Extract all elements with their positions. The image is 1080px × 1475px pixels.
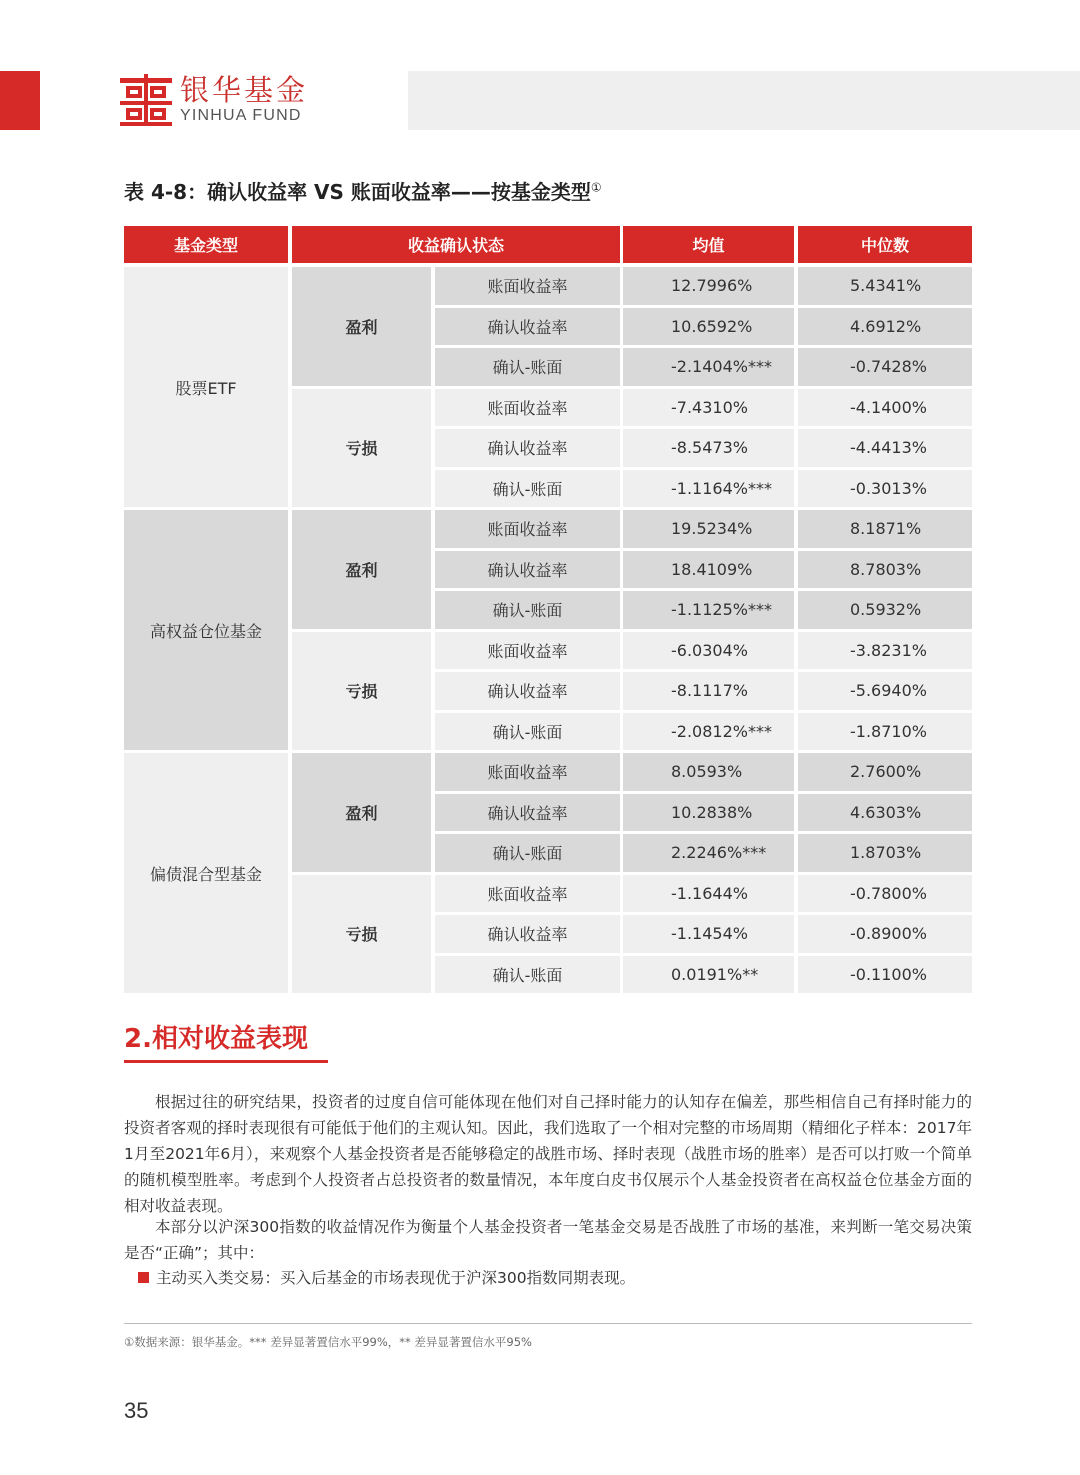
metric-cell: 账面收益率 bbox=[435, 753, 620, 791]
mean-cell: 19.5234% bbox=[623, 510, 794, 548]
metric-cell: 账面收益率 bbox=[435, 389, 620, 427]
median-cell: 4.6912% bbox=[798, 308, 972, 346]
table-title-text: 表 4-8：确认收益率 VS 账面收益率——按基金类型 bbox=[124, 180, 591, 204]
body-paragraph-2: 本部分以沪深300指数的收益情况作为衡量个人基金投资者一笔基金交易是否战胜了市场的基准，来判断一笔交易决策是否“正确”；其中： bbox=[124, 1218, 972, 1262]
fund-type-cell: 偏债混合型基金 bbox=[124, 753, 288, 993]
metric-cell: 确认-账面 bbox=[435, 713, 620, 751]
metric-cell: 账面收益率 bbox=[435, 267, 620, 305]
metric-cell: 确认收益率 bbox=[435, 794, 620, 832]
header-mean: 均值 bbox=[623, 226, 794, 263]
fund-type-cell: 高权益仓位基金 bbox=[124, 510, 288, 750]
mean-cell: -1.1125%*** bbox=[623, 591, 794, 629]
brand-logo bbox=[120, 74, 308, 126]
header-red-block bbox=[0, 71, 40, 130]
yinhua-logo-icon bbox=[120, 74, 172, 126]
median-cell: 0.5932% bbox=[798, 591, 972, 629]
mean-cell: -1.1164%*** bbox=[623, 470, 794, 508]
mean-cell: -8.1117% bbox=[623, 672, 794, 710]
table-title bbox=[124, 176, 602, 205]
median-cell: -5.6940% bbox=[798, 672, 972, 710]
metric-cell: 确认-账面 bbox=[435, 834, 620, 872]
median-cell: -0.8900% bbox=[798, 915, 972, 953]
mean-cell: 0.0191%** bbox=[623, 956, 794, 994]
metric-cell: 确认收益率 bbox=[435, 915, 620, 953]
status-cell: 亏损 bbox=[292, 875, 431, 994]
mean-cell: 10.2838% bbox=[623, 794, 794, 832]
median-cell: -0.3013% bbox=[798, 470, 972, 508]
mean-cell: -1.1644% bbox=[623, 875, 794, 913]
median-cell: -4.4413% bbox=[798, 429, 972, 467]
median-cell: -4.1400% bbox=[798, 389, 972, 427]
page-number: 35 bbox=[124, 1398, 149, 1423]
median-cell: 4.6303% bbox=[798, 794, 972, 832]
metric-cell: 确认收益率 bbox=[435, 551, 620, 589]
status-cell: 亏损 bbox=[292, 389, 431, 508]
median-cell: -0.7428% bbox=[798, 348, 972, 386]
logo-english-name: YINHUA FUND bbox=[180, 107, 302, 124]
mean-cell: -2.0812%*** bbox=[623, 713, 794, 751]
metric-cell: 确认-账面 bbox=[435, 348, 620, 386]
metric-cell: 账面收益率 bbox=[435, 875, 620, 913]
bullet-item bbox=[138, 1266, 635, 1288]
metric-cell: 确认收益率 bbox=[435, 308, 620, 346]
metric-cell: 账面收益率 bbox=[435, 510, 620, 548]
footnote-divider bbox=[124, 1323, 972, 1324]
median-cell: 1.8703% bbox=[798, 834, 972, 872]
bullet-text: 主动买入类交易：买入后基金的市场表现优于沪深300指数同期表现。 bbox=[156, 1269, 636, 1287]
mean-cell: -1.1454% bbox=[623, 915, 794, 953]
body-paragraph-1: 根据过往的研究结果，投资者的过度自信可能体现在他们对自己择时能力的认知存在偏差，那些相信自己有择时能力的投资者客观的择时表现很有可能低于他们的主观认知。因此，我们选取了一个相对完整的市场周期（精细化子样本：2017年1月至2021年6月），来观察个人基金投资者是否能够稳定的战胜市场、择时表现（战胜市场的胜率）是否可以打败一个简单的随机模型胜率。考虑到个人投资者占总投资者的数量情况，本年度白皮书仅展示个人基金投资者在高权益仓位基金方面的相对收益表现。 bbox=[124, 1093, 972, 1215]
median-cell: -3.8231% bbox=[798, 632, 972, 670]
status-cell: 亏损 bbox=[292, 632, 431, 751]
median-cell: -0.7800% bbox=[798, 875, 972, 913]
status-cell: 盈利 bbox=[292, 267, 431, 386]
metric-cell: 确认-账面 bbox=[435, 470, 620, 508]
mean-cell: 12.7996% bbox=[623, 267, 794, 305]
mean-cell: -6.0304% bbox=[623, 632, 794, 670]
mean-cell: 2.2246%*** bbox=[623, 834, 794, 872]
section-title: 2.相对收益表现 bbox=[124, 1024, 308, 1054]
logo-chinese-name: 银华基金 bbox=[180, 73, 309, 107]
table-title-note-mark: ① bbox=[590, 180, 602, 195]
header-fund-type: 基金类型 bbox=[124, 226, 288, 263]
median-cell: 5.4341% bbox=[798, 267, 972, 305]
mean-cell: 18.4109% bbox=[623, 551, 794, 589]
fund-type-cell: 股票ETF bbox=[124, 267, 288, 507]
median-cell: 8.7803% bbox=[798, 551, 972, 589]
metric-cell: 账面收益率 bbox=[435, 632, 620, 670]
status-cell: 盈利 bbox=[292, 753, 431, 872]
mean-cell: 8.0593% bbox=[623, 753, 794, 791]
status-cell: 盈利 bbox=[292, 510, 431, 629]
metric-cell: 确认-账面 bbox=[435, 591, 620, 629]
median-cell: -1.8710% bbox=[798, 713, 972, 751]
metric-cell: 确认收益率 bbox=[435, 429, 620, 467]
red-square-bullet-icon bbox=[138, 1272, 149, 1283]
header-gray-bar bbox=[408, 71, 1080, 130]
header-median: 中位数 bbox=[798, 226, 972, 263]
mean-cell: -2.1404%*** bbox=[623, 348, 794, 386]
metric-cell: 确认收益率 bbox=[435, 672, 620, 710]
metric-cell: 确认-账面 bbox=[435, 956, 620, 994]
median-cell: 2.7600% bbox=[798, 753, 972, 791]
mean-cell: -8.5473% bbox=[623, 429, 794, 467]
header-status: 收益确认状态 bbox=[292, 226, 620, 263]
footnote: ①数据来源：银华基金。*** 差异显著置信水平99%，** 差异显著置信水平95% bbox=[124, 1335, 532, 1349]
mean-cell: 10.6592% bbox=[623, 308, 794, 346]
median-cell: -0.1100% bbox=[798, 956, 972, 994]
median-cell: 8.1871% bbox=[798, 510, 972, 548]
fund-returns-table bbox=[124, 226, 972, 993]
section-title-underline bbox=[124, 1060, 328, 1063]
mean-cell: -7.4310% bbox=[623, 389, 794, 427]
